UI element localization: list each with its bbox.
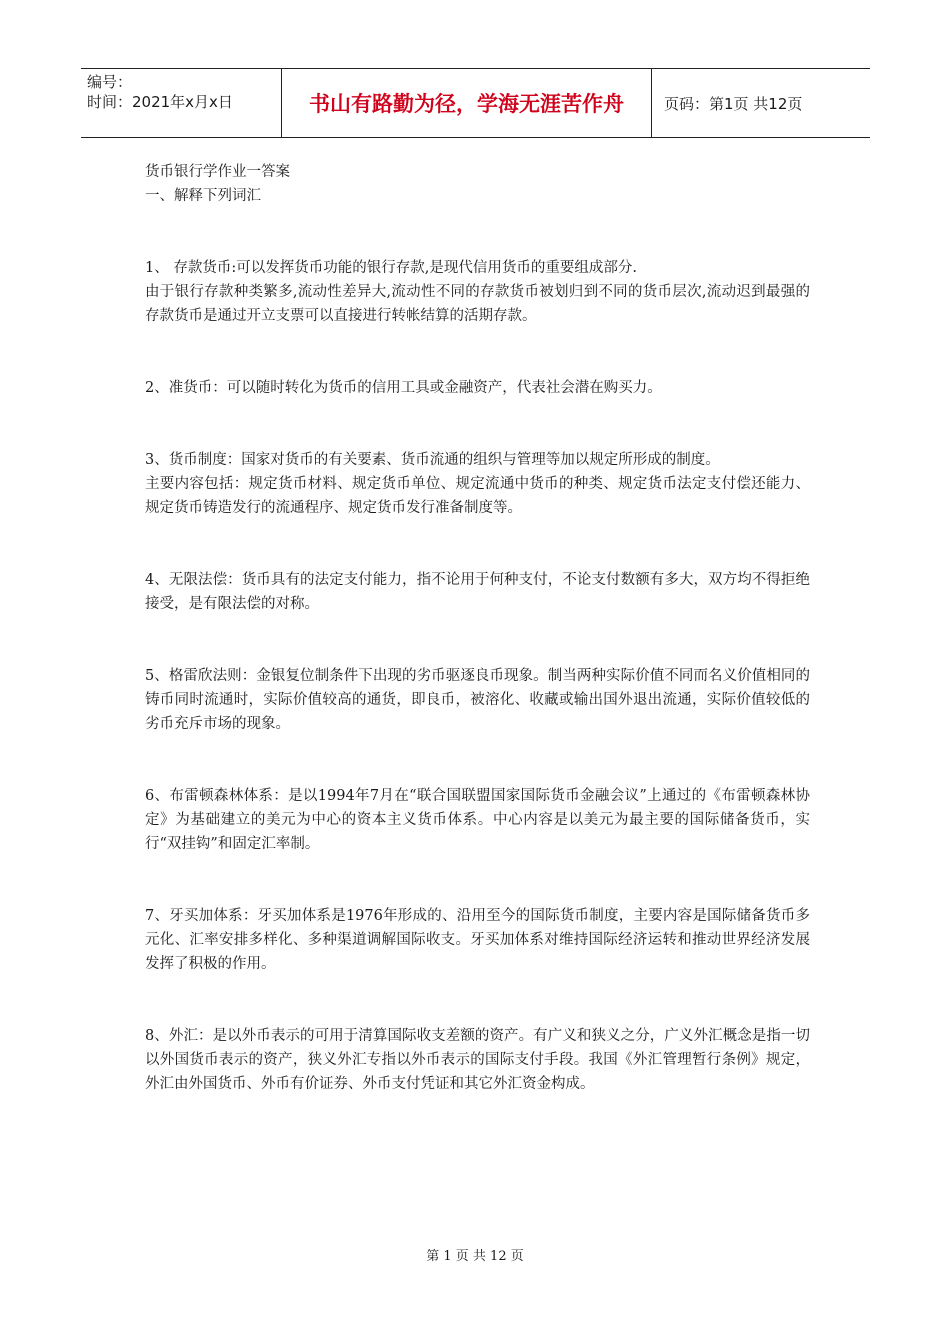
entry-text: 2、准货币：可以随时转化为货币的信用工具或金融资产，代表社会潜在购买力。 [145,380,662,396]
document-body [145,160,810,1144]
entry-text: 4、无限法偿：货币具有的法定支付能力，指不论用于何种支付，不论支付数额有多大，双方均不得拒绝接受，是有限法偿的对称。 [145,572,810,612]
entry-text: 由于银行存款种类繁多,流动性差异大,流动性不同的存款货币被划归到不同的货币层次,流动迟到最强的存款货币是通过开立支票可以直接进行转帐结算的活期存款。 [145,284,810,324]
definition-entry [145,256,810,328]
entry-text: 主要内容包括：规定货币材料、规定货币单位、规定流通中货币的种类、规定货币法定支付偿还能力、规定货币铸造发行的流通程序、规定货币发行准备制度等。 [145,476,810,516]
entry-text: 5、格雷欣法则：金银复位制条件下出现的劣币驱逐良币现象。制当两种实际价值不同而名义价值相同的铸币同时流通时，实际价值较高的通货，即良币，被溶化、收藏或输出国外退出流通，实际价值较低的劣币充斥市场的现象。 [145,668,810,732]
document-title: 货币银行学作业一答案 [145,164,290,180]
page-footer: 第 1 页 共 12 页 [426,1249,524,1264]
header-info [81,69,281,137]
header-motto: 书山有路勤为径，学海无涯苦作舟 [281,69,652,137]
definition-entry [145,568,810,616]
entries-list [145,256,810,1096]
entry-text: 7、牙买加体系：牙买加体系是1976年形成的、沿用至今的国际货币制度，主要内容是国际储备货币多元化、汇率安排多样化、多种渠道调解国际收支。牙买加体系对维持国际经济运转和推动世界经济发展发挥了积极的作用。 [145,908,810,972]
entry-text: 1、 存款货币:可以发挥货币功能的银行存款,是现代信用货币的重要组成部分. [145,260,637,276]
definition-entry [145,904,810,976]
definition-entry [145,1024,810,1096]
entry-text: 6、布雷顿森林体系：是以1994年7月在“联合国联盟国家国际货币金融会议”上通过的《布雷顿森林协定》为基础建立的美元为中心的资本主义货币体系。中心内容是以美元为最主要的国际储备货币，实行“双挂钩”和固定汇率制。 [145,788,810,852]
section-heading: 一、解释下列词汇 [145,188,261,204]
spacer [145,208,810,256]
header-table [81,68,870,138]
entry-text: 8、外汇：是以外币表示的可用于清算国际收支差额的资产。有广义和狭义之分，广义外汇概念是指一切以外国货币表示的资产，狭义外汇专指以外币表示的国际支付手段。我国《外汇管理暂行条例》规定，外汇由外国货币、外币有价证券、外币支付凭证和其它外汇资金构成。 [145,1028,810,1092]
definition-entry [145,664,810,736]
number-label: 编号： [87,73,133,91]
time-label: 时间：2021年x月x日 [87,93,233,111]
definition-entry [145,448,810,520]
entry-text: 3、货币制度：国家对货币的有关要素、货币流通的组织与管理等加以规定所形成的制度。 [145,452,720,468]
header-page-label: 页码：第1页 共12页 [664,94,803,113]
definition-entry [145,784,810,856]
definition-entry [145,376,810,400]
